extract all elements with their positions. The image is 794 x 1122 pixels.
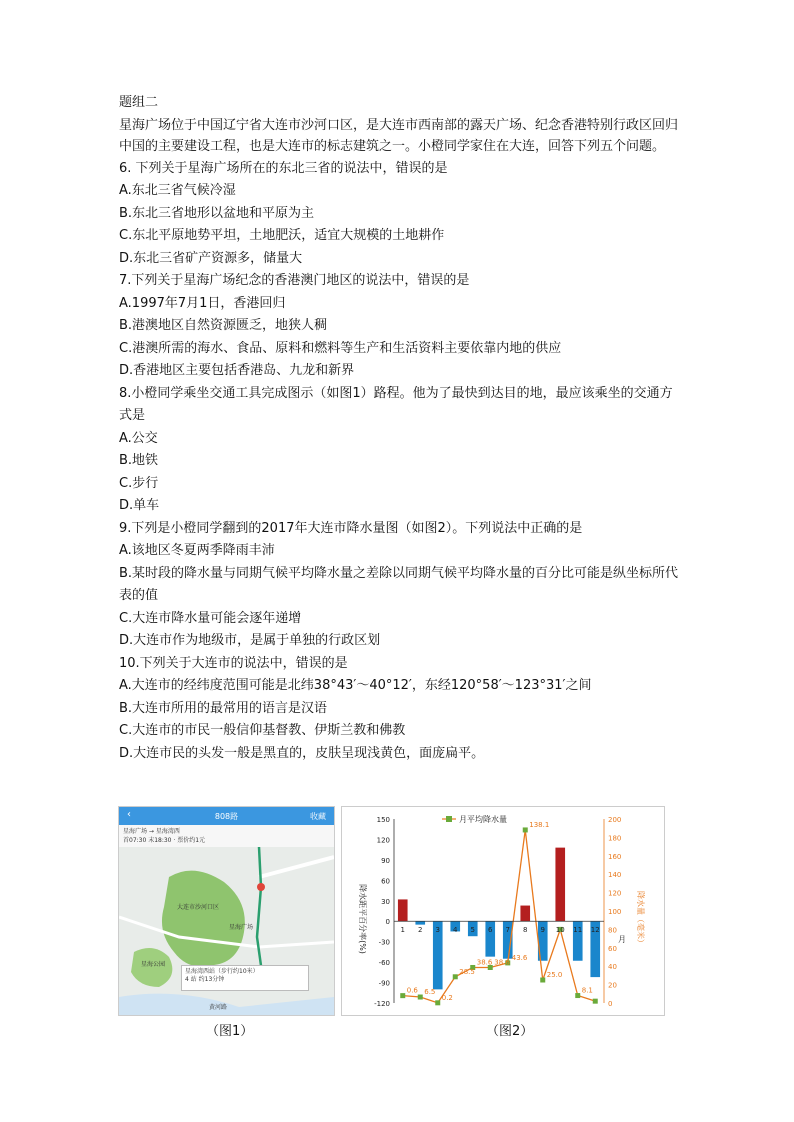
back-icon: ‹ [127, 809, 131, 820]
data-label: 28.5 [459, 967, 475, 976]
precipitation-chart [342, 807, 664, 1015]
line-point [418, 995, 423, 1000]
y-axis-left-label: 降水距平百分率(%) [358, 884, 367, 954]
question-stem: 9.下列是小橙同学翻到的2017年大连市降水量图（如图2）。下列说法中正确的是 [119, 520, 583, 536]
line-point [575, 993, 580, 998]
answer-option: A.公交 [119, 430, 158, 446]
intro-paragraph: 星海广场位于中国辽宁省大连市沙河口区，是大连市西南部的露天广场、纪念香港特别行政区回归中国的主要建设工程，也是大连市的标志建筑之一。小橙同学家住在大连，回答下列五个问题。 [119, 117, 679, 154]
data-label: 43.6 [511, 953, 528, 962]
route-info-line1: 星海广场 → 星海湾西 [123, 828, 180, 835]
y-tick-label-left: 60 [381, 877, 390, 886]
legend-label: 月平均降水量 [459, 815, 507, 824]
x-tick-label: 6 [488, 926, 493, 935]
question-stem: 10.下列关于大连市的说法中，错误的是 [119, 655, 348, 671]
bar [398, 899, 408, 921]
map-label: 星海广场 [229, 924, 254, 931]
data-label: 38.6 [476, 958, 493, 967]
y-tick-label-left: 0 [385, 918, 390, 927]
question-stem: 7.下列关于星海广场纪念的香港澳门地区的说法中，错误的是 [119, 273, 470, 288]
answer-option: B.港澳地区自然资源匮乏，地狭人稠 [119, 318, 328, 333]
answer-option: B.某时段的降水量与同期气候平均降水量之差除以同期气候平均降水量的百分比可能是纵坐标所代表的值 [119, 565, 679, 603]
y-tick-label-left: -60 [378, 959, 390, 968]
y-tick-label-right: 20 [608, 981, 617, 990]
answer-option: B.大连市所用的最常用的语言是汉语 [119, 700, 328, 716]
answer-option: D.香港地区主要包括香港岛、九龙和新界 [119, 363, 355, 378]
answer-option: C.大连市的市民一般信仰基督教、伊斯兰教和佛教 [119, 723, 406, 738]
answer-option: C.东北平原地势平坦，土地肥沃，适宜大规模的土地耕作 [119, 228, 445, 243]
figure-2-caption: （图2） [486, 1024, 534, 1039]
bar [415, 921, 425, 924]
figure-1-map [118, 806, 335, 1016]
y-tick-label-right: 160 [608, 852, 622, 861]
question-stem: 8.小橙同学乘坐交通工具完成图示（如图1）路程。他为了最快到达目的地，最应该乘坐的交通方式是 [119, 385, 673, 423]
data-label: 0.6 [406, 986, 418, 995]
y-tick-label-left: 120 [376, 836, 390, 845]
map-label: 大连市沙河口区 [177, 904, 220, 911]
map-header-title: 808路 [214, 812, 239, 821]
data-label: 38.6 [494, 958, 510, 967]
y-tick-label-right: 180 [608, 834, 622, 843]
x-tick-label: 3 [435, 926, 440, 935]
route-summary-line2: 4 站 约13分钟 [185, 976, 225, 983]
route-info-line2: 首07:30 末18:30 · 票价约1元 [123, 837, 206, 844]
answer-option: A.该地区冬夏两季降雨丰沛 [119, 543, 275, 558]
x-axis-unit: 月 [618, 935, 626, 944]
precipitation-line [400, 830, 596, 1003]
route-summary-line1: 星海湾西站（步行约10米） [185, 968, 259, 975]
figure-2-chart [341, 806, 665, 1016]
answer-option: A.1997年7月1日，香港回归 [119, 295, 286, 311]
route-info [119, 825, 334, 847]
figure-1-caption: （图1） [206, 1024, 254, 1039]
data-label: 138.1 [529, 820, 550, 829]
answer-option: C.步行 [119, 475, 159, 491]
y-tick-label-right: 60 [608, 944, 617, 953]
answer-option: D.东北三省矿产资源多，储量大 [119, 250, 303, 266]
document-body [119, 92, 679, 765]
x-tick-label: 11 [573, 926, 583, 935]
x-tick-label: 9 [540, 926, 545, 935]
y-tick-label-right: 100 [608, 908, 622, 916]
y-tick-label-left: 30 [381, 897, 390, 906]
y-tick-label-left: 150 [376, 816, 390, 824]
data-label: 8.1 [581, 986, 593, 995]
data-label: 0.2 [441, 993, 453, 1002]
x-tick-label: 5 [470, 926, 475, 935]
x-tick-label: 1 [400, 926, 405, 935]
route-summary-box [181, 965, 309, 991]
y-tick-label-left: -30 [378, 938, 390, 947]
y-tick-label-right: 120 [608, 889, 622, 898]
x-tick-label: 7 [505, 926, 510, 935]
x-tick-label: 12 [590, 926, 600, 935]
answer-option: B.地铁 [119, 453, 159, 468]
answer-option: B.东北三省地形以盆地和平原为主 [119, 205, 315, 221]
answer-option: D.单车 [119, 498, 160, 513]
x-tick-label: 10 [555, 926, 565, 935]
map-label: 星海公园 [141, 961, 166, 968]
answer-option: C.港澳所需的海水、食品、原料和燃料等生产和生活资料主要依靠内地的供应 [119, 340, 562, 356]
legend-marker [446, 816, 452, 822]
x-tick-label: 2 [418, 926, 423, 935]
x-tick-label: 8 [523, 926, 528, 935]
answer-option: D.大连市作为地级市，是属于单独的行政区划 [119, 633, 381, 648]
group-heading: 题组二 [119, 95, 159, 110]
answer-option: D.大连市民的头发一般是黑直的，皮肤呈现浅黄色，面庞扁平。 [119, 745, 485, 761]
line-point [540, 978, 545, 983]
favorite-label: 收藏 [310, 812, 326, 821]
y-tick-label-left: -120 [374, 1000, 390, 1008]
map-label: 黄河路 [209, 1004, 228, 1011]
y-tick-label-right: 200 [608, 816, 622, 824]
bar [555, 848, 565, 922]
y-tick-label-right: 140 [608, 871, 622, 880]
data-label: 25.0 [546, 971, 563, 979]
line-point [593, 999, 598, 1004]
answer-option: A.东北三省气候冷湿 [119, 183, 236, 198]
data-label: 6.5 [424, 988, 436, 997]
y-tick-label-left: -90 [378, 979, 390, 988]
bar [520, 906, 530, 922]
answer-option: A.大连市的经纬度范围可能是北纬38°43′～40°12′，东经120°58′～123°31′之间 [119, 678, 592, 693]
line-point [400, 993, 405, 998]
y-tick-label-right: 40 [608, 963, 617, 972]
y-tick-label-left: 90 [381, 856, 390, 865]
line-point [435, 1000, 440, 1005]
x-tick-label: 4 [453, 926, 458, 935]
y-tick-label-right: 80 [608, 926, 617, 935]
answer-option: C.大连市降水量可能会逐年递增 [119, 610, 302, 626]
line-point [523, 827, 528, 832]
question-list [119, 158, 679, 766]
y-tick-label-right: 0 [608, 1000, 613, 1008]
y-axis-right-label: 降水量（毫米） [636, 891, 645, 947]
question-stem: 6. 下列关于星海广场所在的东北三省的说法中，错误的是 [119, 160, 448, 176]
line-point [453, 974, 458, 979]
map-header [119, 807, 334, 825]
